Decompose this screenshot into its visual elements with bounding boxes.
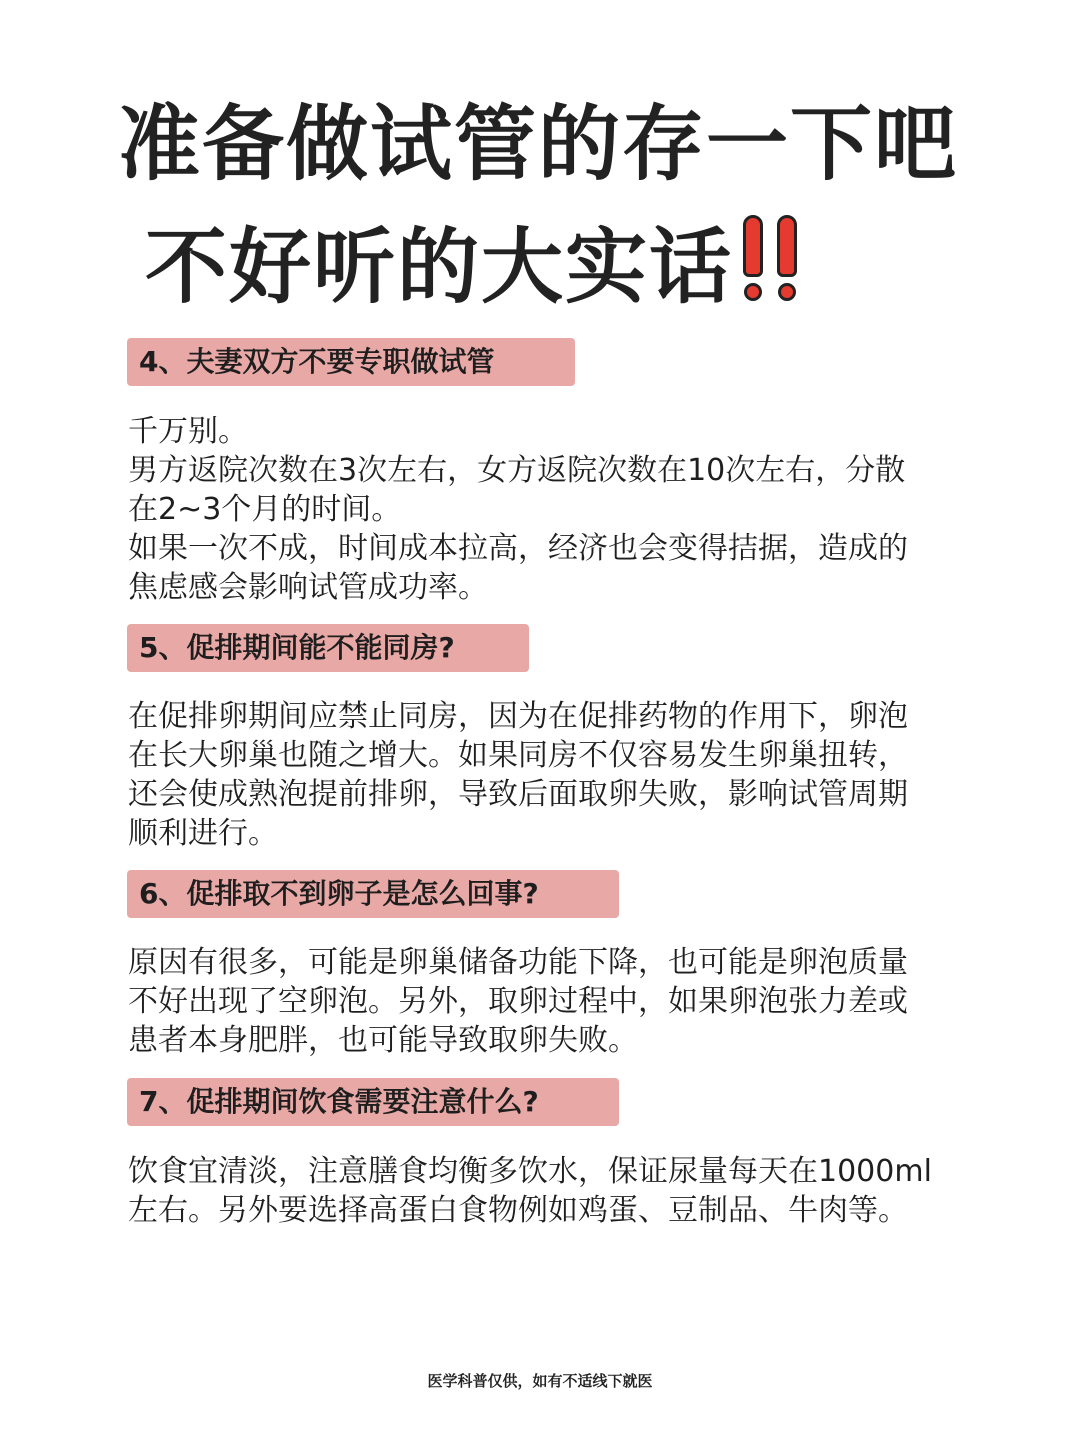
body-line: 原因有很多，可能是卵巢储备功能下降，也可能是卵泡质量	[128, 945, 908, 980]
body-line: 在促排卵期间应禁止同房，因为在促排药物的作用下，卵泡	[128, 699, 908, 734]
body-line: 饮食宜清淡，注意膳食均衡多饮水，保证尿量每天在1000ml	[128, 1154, 932, 1189]
exclamation-icon	[739, 215, 767, 301]
body-line: 男方返院次数在3次左右，女方返院次数在10次左右，分散	[128, 453, 906, 488]
exclamation-icon	[773, 215, 801, 301]
section-body-4	[128, 412, 988, 607]
body-line: 不好出现了空卵泡。另外，取卵过程中，如果卵泡张力差或	[128, 984, 908, 1019]
body-line: 如果一次不成，时间成本拉高，经济也会变得拮据，造成的	[128, 531, 908, 566]
section-body-6	[128, 943, 988, 1060]
section-heading-4: 4、夫妻双方不要专职做试管	[127, 338, 575, 386]
body-line: 千万别。	[128, 414, 248, 449]
body-line: 还会使成熟泡提前排卵，导致后面取卵失败，影响试管周期	[128, 777, 908, 812]
body-line: 患者本身肥胖，也可能导致取卵失败。	[128, 1023, 638, 1058]
section-body-7	[128, 1152, 988, 1230]
body-line: 在2~3个月的时间。	[128, 492, 402, 527]
section-heading-6: 6、促排取不到卵子是怎么回事?	[127, 870, 619, 918]
body-line: 焦虑感会影响试管成功率。	[128, 570, 488, 605]
page-title-line-2	[145, 215, 801, 318]
body-line: 顺利进行。	[128, 816, 278, 851]
section-heading-7: 7、促排期间饮食需要注意什么?	[127, 1078, 619, 1126]
section-body-5	[128, 697, 988, 853]
body-line: 左右。另外要选择高蛋白食物例如鸡蛋、豆制品、牛肉等。	[128, 1193, 908, 1228]
section-heading-5: 5、促排期间能不能同房?	[127, 624, 529, 672]
page-title-line-2-text: 不好听的大实话	[145, 220, 734, 315]
body-line: 在长大卵巢也随之增大。如果同房不仅容易发生卵巢扭转，	[128, 738, 908, 773]
page-title-line-1: 准备做试管的存一下吧	[118, 97, 959, 192]
footer-disclaimer: 医学科普仅供，如有不适线下就医	[427, 1372, 653, 1390]
